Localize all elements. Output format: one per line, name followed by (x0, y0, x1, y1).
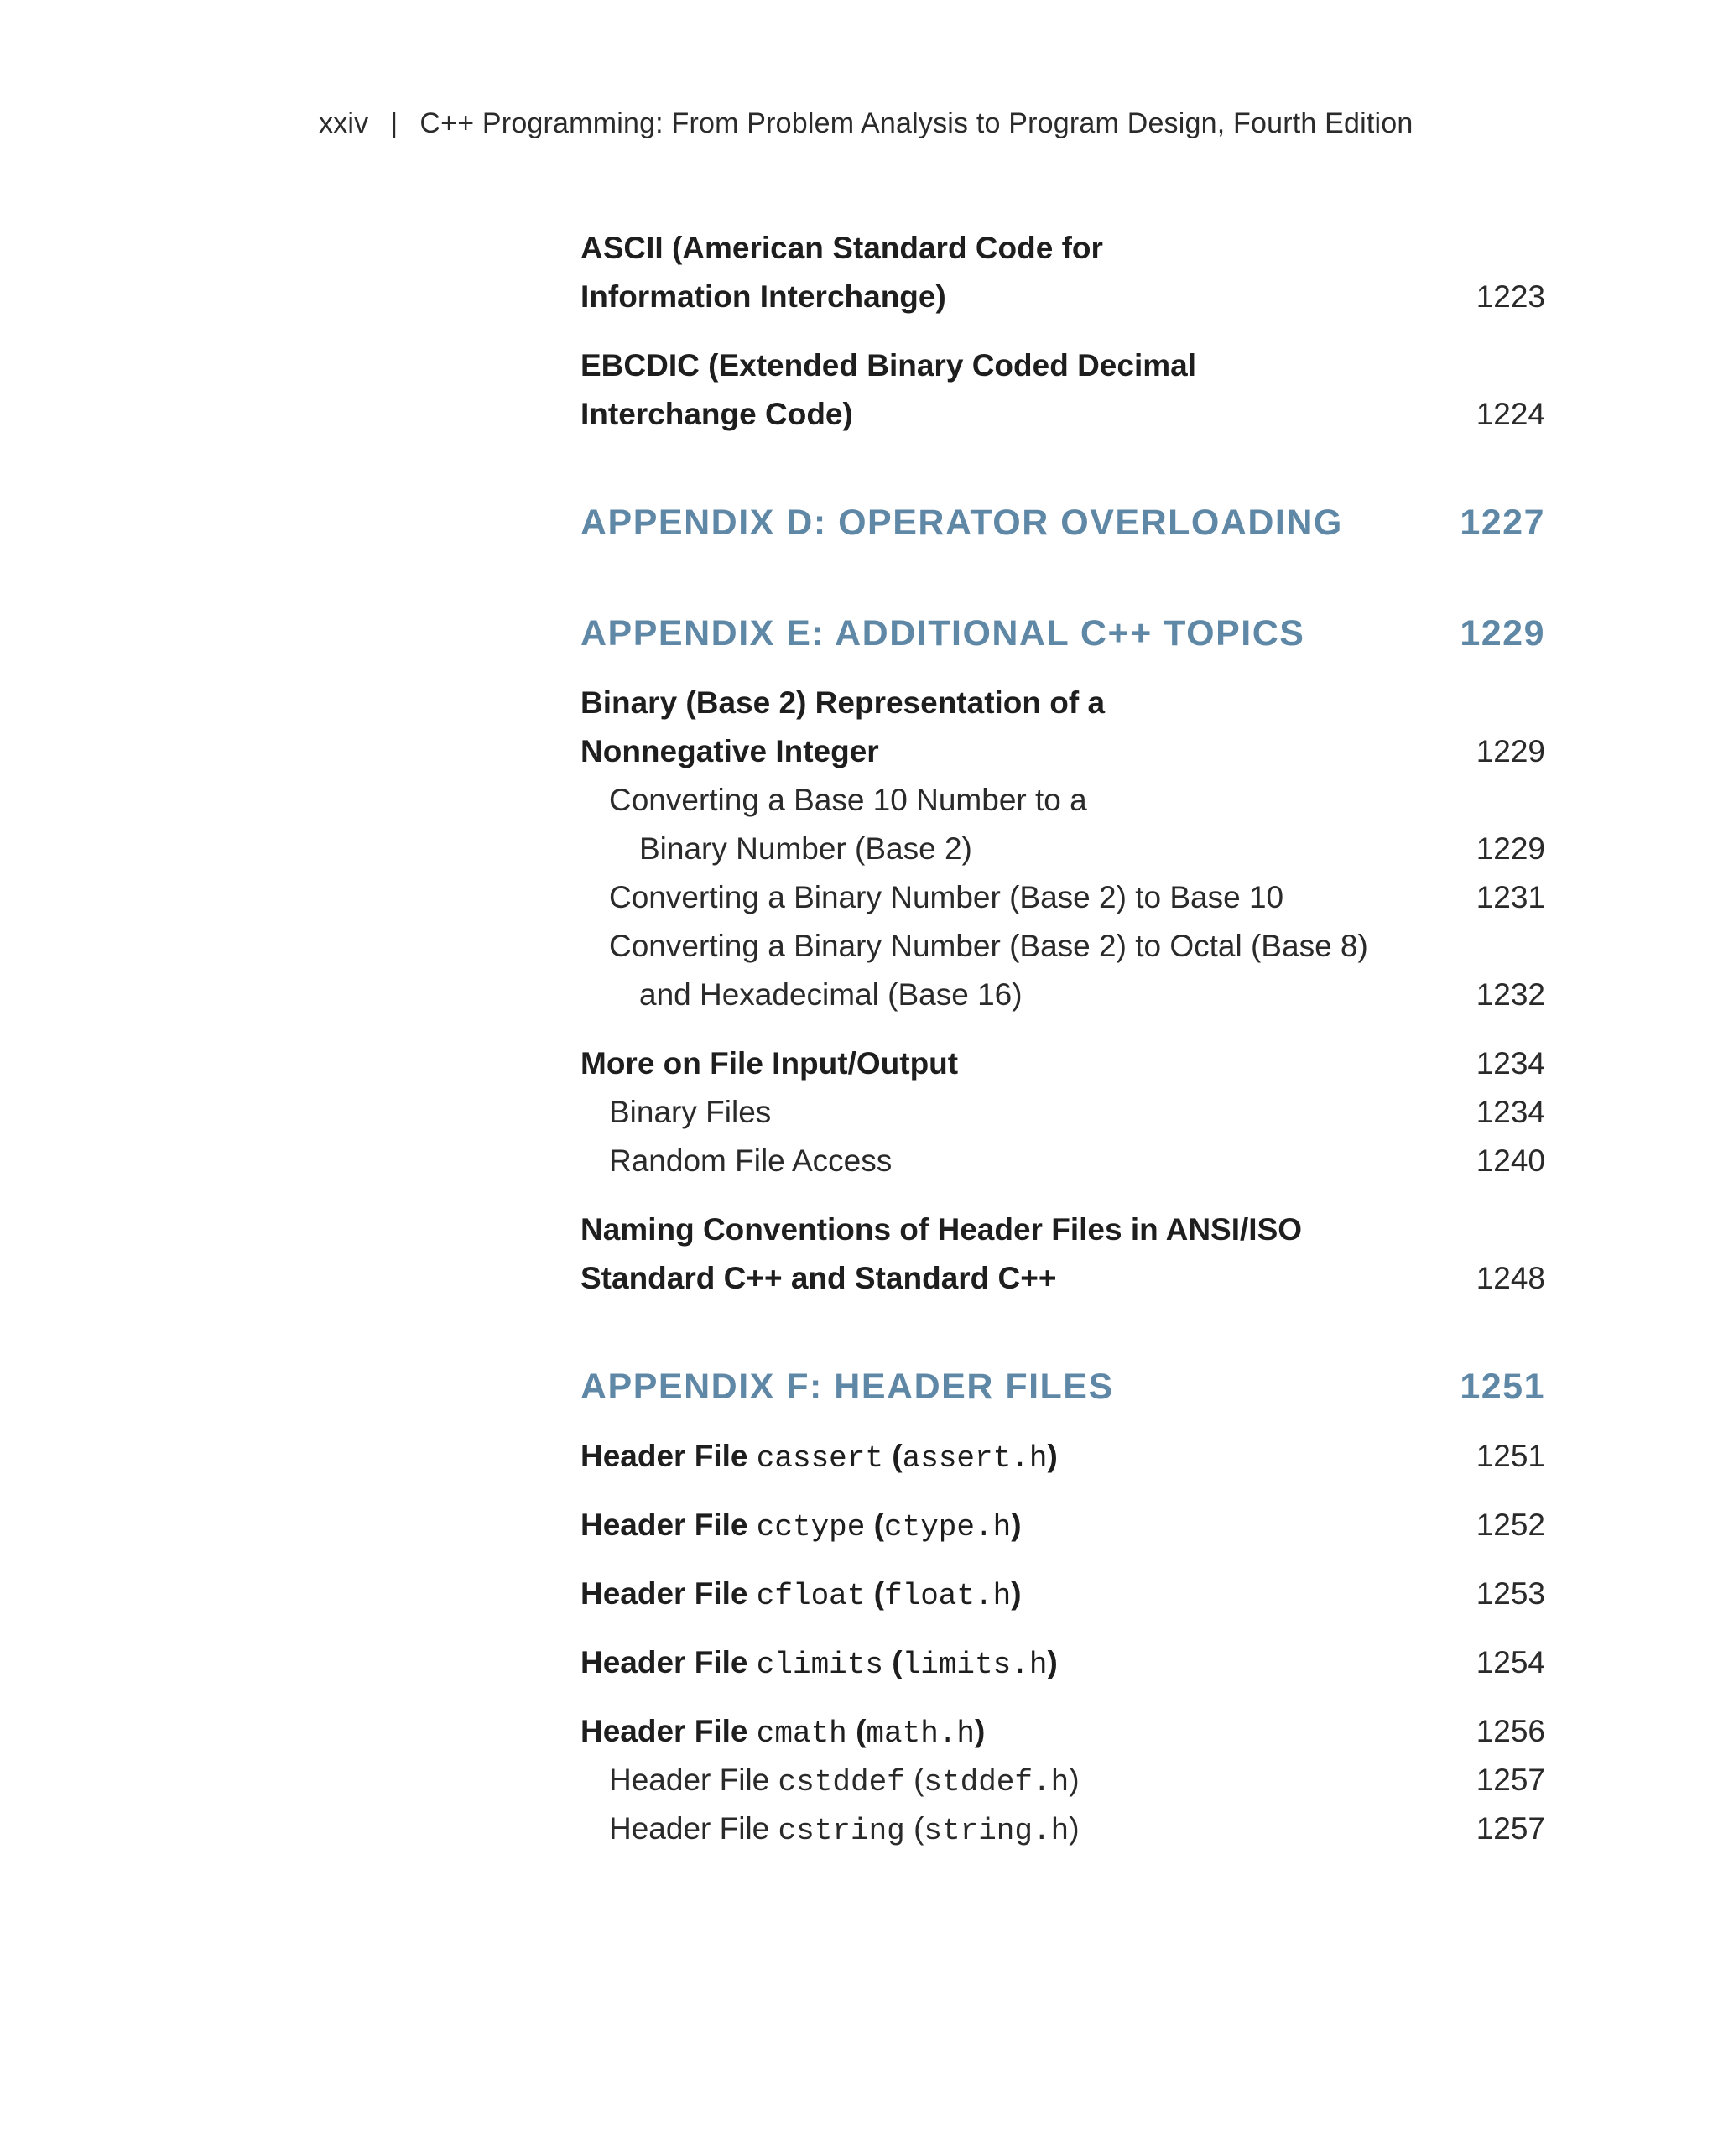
toc-appendix-d (580, 502, 1545, 544)
toc-subentry-conv-base10-line2 (639, 831, 1545, 867)
header-file-c-header: string.h (924, 1814, 1070, 1848)
toc-entry-ascii-line2 (580, 279, 1545, 315)
header-file-label: Header File (580, 1439, 748, 1473)
toc-entry-header-cfloat: Header File cfloat (float.h) 1253 (580, 1576, 1545, 1613)
toc-subentry-conv-octal-hex-line1 (609, 928, 1545, 965)
toc-page-number: 1252 (1476, 1508, 1545, 1542)
toc-entry-title: and Hexadecimal (Base 16) (639, 977, 1023, 1012)
header-book-title: C++ Programming: From Problem Analysis to Program Design, Fourth Edition (419, 107, 1413, 139)
toc-page-number: 1257 (1476, 1763, 1545, 1797)
header-file-label: Header File (609, 1811, 770, 1846)
toc-subentry-random-access (609, 1143, 1545, 1180)
toc-page-number: 1231 (1476, 880, 1545, 914)
toc-entry-naming-line2 (580, 1260, 1545, 1297)
appendix-title: APPENDIX F: HEADER FILES (580, 1367, 1114, 1407)
toc-entry-title: Converting a Base 10 Number to a (609, 783, 1087, 817)
toc-page-number: 1251 (1460, 1367, 1545, 1407)
toc-page-number: 1234 (1476, 1046, 1545, 1081)
toc-page-number: 1251 (1476, 1439, 1545, 1473)
toc-appendix-f (580, 1366, 1545, 1408)
appendix-title: APPENDIX E: ADDITIONAL C++ TOPICS (580, 613, 1305, 654)
header-file-label: Header File (580, 1714, 748, 1748)
toc-entry-title: Binary Files (609, 1095, 772, 1129)
toc-entry-header-cmath: Header File cmath (math.h) 1256 (580, 1714, 1545, 1751)
running-header (319, 107, 1413, 140)
toc-page-number: 1232 (1476, 977, 1545, 1012)
toc-page-number: 1256 (1476, 1714, 1545, 1748)
toc-entry-binary-rep-line2 (580, 733, 1545, 770)
header-file-c-header: assert.h (902, 1441, 1048, 1476)
header-file-name: cstring (778, 1814, 905, 1848)
header-file-name: cctype (756, 1510, 866, 1544)
toc-entry-title: Nonnegative Integer (580, 734, 879, 768)
toc-entry-title: Interchange Code) (580, 397, 853, 431)
toc-appendix-e (580, 612, 1545, 654)
header-file-c-header: float.h (884, 1579, 1012, 1613)
toc-entry-ebcdic-line2 (580, 396, 1545, 433)
toc-page-number: 1254 (1476, 1645, 1545, 1679)
toc-entry-header-climits: Header File climits (limits.h) 1254 (580, 1645, 1545, 1682)
header-file-c-header: stddef.h (924, 1765, 1070, 1799)
header-separator: | (390, 107, 398, 139)
header-file-name: cstddef (778, 1765, 905, 1799)
appendix-title: APPENDIX D: OPERATOR OVERLOADING (580, 503, 1343, 543)
header-file-label: Header File (609, 1763, 770, 1797)
toc-page-number: 1240 (1476, 1143, 1545, 1178)
toc-page-number: 1223 (1476, 279, 1545, 314)
header-file-name: cfloat (756, 1579, 866, 1613)
toc-entry-header-cctype: Header File cctype (ctype.h) 1252 (580, 1508, 1545, 1544)
toc-subentry-conv-base10-line1 (609, 782, 1545, 819)
toc-entry-title: More on File Input/Output (580, 1046, 959, 1081)
header-file-label: Header File (580, 1645, 748, 1679)
header-file-c-header: math.h (866, 1716, 976, 1751)
toc-page-number: 1234 (1476, 1095, 1545, 1129)
header-file-c-header: limits.h (902, 1648, 1048, 1682)
toc-subentry-conv-octal-hex-line2 (639, 976, 1545, 1013)
toc-subentry-header-cstring: Header File cstring (string.h) 1257 (609, 1811, 1545, 1848)
toc-entry-title: Binary Number (Base 2) (639, 831, 972, 866)
toc-entry-file-io (580, 1045, 1545, 1082)
toc-subentry-header-cstddef: Header File cstddef (stddef.h) 1257 (609, 1763, 1545, 1799)
toc-subentry-binary-files (609, 1094, 1545, 1131)
toc-entry-title: Random File Access (609, 1143, 893, 1178)
header-file-label: Header File (580, 1508, 748, 1542)
toc-page-number: 1224 (1476, 397, 1545, 431)
toc-entry-ebcdic-line1 (580, 347, 1545, 384)
toc-entry-title: Converting a Binary Number (Base 2) to Octal (Base 8) (609, 929, 1368, 963)
toc-page-number: 1248 (1476, 1261, 1545, 1295)
header-page-number: xxiv (319, 107, 369, 139)
toc-entry-binary-rep-line1 (580, 685, 1545, 721)
toc-subentry-conv-binary-base10 (609, 879, 1545, 916)
toc-entry-naming-line1 (580, 1211, 1545, 1248)
toc-entry-title: ASCII (American Standard Code for (580, 231, 1103, 265)
toc-entry-title: Converting a Binary Number (Base 2) to Base 10 (609, 880, 1284, 914)
toc-entry-title: Information Interchange) (580, 279, 946, 314)
toc-entry-title: Standard C++ and Standard C++ (580, 1261, 1057, 1295)
toc-entry-header-cassert: Header File cassert (assert.h) 1251 (580, 1439, 1545, 1476)
toc-entry-title: Naming Conventions of Header Files in ANSI/ISO (580, 1212, 1303, 1247)
toc-entry-title: Binary (Base 2) Representation of a (580, 685, 1106, 720)
toc-page-number: 1229 (1476, 734, 1545, 768)
toc-entry-ascii-line1 (580, 230, 1545, 267)
header-file-name: cassert (756, 1441, 883, 1476)
toc-page-number: 1253 (1476, 1576, 1545, 1611)
toc-entry-title: EBCDIC (Extended Binary Coded Decimal (580, 348, 1196, 383)
header-file-name: climits (756, 1648, 883, 1682)
toc-page-number: 1227 (1460, 503, 1545, 543)
toc-page-number: 1257 (1476, 1811, 1545, 1846)
toc-page-number: 1229 (1476, 831, 1545, 866)
toc-page-number: 1229 (1460, 613, 1545, 654)
header-file-name: cmath (756, 1716, 847, 1751)
header-file-label: Header File (580, 1576, 748, 1611)
header-file-c-header: ctype.h (884, 1510, 1012, 1544)
